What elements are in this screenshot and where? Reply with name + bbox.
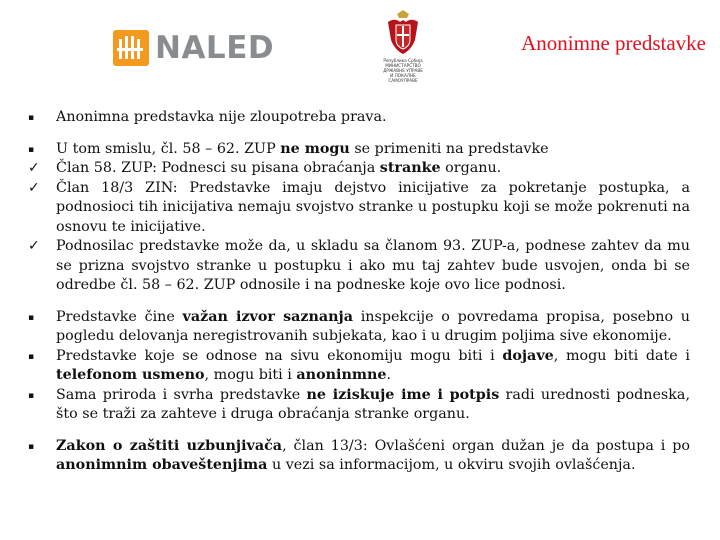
text-segment: U tom smislu, čl. 58 – 62. ZUP	[56, 140, 281, 157]
list-item	[28, 179, 690, 238]
text-segment: Sama priroda i svrha predstavke	[56, 386, 307, 403]
bold-text: ne mogu	[280, 140, 350, 157]
text-segment: radi urednosti podneska, što se traži za zahteve i druga obraćanja stranke organu.	[56, 386, 690, 422]
checkmark-bullet-icon: ✓	[28, 238, 40, 254]
list-item-text	[56, 141, 549, 157]
bold-text: Zakon o zaštiti uzbunjivača	[56, 437, 283, 454]
list-item-text	[56, 109, 387, 125]
text-segment: Predstavke čine	[56, 308, 183, 325]
list-item-text	[56, 238, 690, 293]
naled-logo	[113, 30, 274, 66]
list-item	[28, 437, 690, 476]
text-segment: Podnosilac predstavke može da, u skladu sa članom 93. ZUP-a, podnese zahtev da mu se prizna svojstvo stranke u postupku i ako mu taj zahtev bude usvojen, onda bi se odredbe čl. 58 – 62. ZUP odnosile i na podneske koje ovo lice podnosi.	[56, 238, 690, 293]
list-item-text	[56, 180, 690, 235]
text-segment: .	[386, 367, 392, 383]
naled-logo-icon	[113, 30, 149, 66]
list-item	[28, 308, 690, 347]
square-bullet-icon: ▪	[28, 441, 35, 452]
checkmark-bullet-icon: ✓	[28, 179, 40, 196]
text-segment: , mogu biti date i	[553, 347, 690, 364]
text-segment: Predstavke koje se odnose na sivu ekonomiju mogu biti i	[56, 347, 503, 364]
text-segment: , član 13/3: Ovlašćeni organ dužan je da postupa i po	[282, 437, 691, 454]
list-item	[28, 140, 690, 160]
text-segment: se primeniti na predstavke	[349, 140, 549, 157]
list-item	[28, 237, 690, 296]
list-gap	[28, 425, 690, 437]
square-bullet-icon: ▪	[28, 351, 35, 362]
serbian-coat-of-arms-icon	[386, 10, 420, 56]
square-bullet-icon: ▪	[28, 390, 35, 401]
list-item-text	[56, 387, 690, 423]
bold-text: ne iziskuje ime i potpis	[306, 386, 500, 403]
bold-text: važan izvor saznanja	[182, 308, 353, 325]
naled-logo-text: NALED	[155, 30, 275, 66]
list-item-text	[56, 348, 690, 384]
list-item	[28, 159, 690, 179]
text-segment: Član 58. ZUP: Podnesci su pisana obraćanja	[56, 160, 380, 176]
bullet-list	[28, 108, 690, 476]
square-bullet-icon: ▪	[28, 113, 35, 123]
checkmark-bullet-icon: ✓	[28, 160, 40, 176]
ministry-logo	[378, 10, 428, 83]
bold-text: stranke	[379, 160, 441, 176]
list-gap	[28, 296, 690, 308]
bold-text: anonimnim obaveštenjima	[56, 457, 268, 473]
bold-text: anoninmne	[296, 367, 387, 383]
list-item-text	[56, 309, 690, 345]
square-bullet-icon: ▪	[28, 312, 35, 323]
ministry-caption: Република Србија МИНИСТАРСТВО ДРЖАВНЕ УПРАВЕ И ЛОКАЛНЕ САМОУПРАВЕ	[383, 58, 423, 83]
text-segment: organu.	[440, 160, 502, 176]
bold-text: dojave	[502, 347, 554, 364]
square-bullet-icon: ▪	[28, 144, 35, 155]
list-item	[28, 347, 690, 386]
slide-header	[0, 0, 720, 95]
list-item	[28, 108, 690, 128]
text-segment: , mogu biti i	[204, 367, 297, 383]
list-gap	[28, 128, 690, 140]
list-item-text	[56, 160, 501, 176]
text-segment: u vezi sa informacijom, u okviru svojih ovlašćenja.	[267, 457, 636, 473]
list-item	[28, 386, 690, 425]
text-segment: Član 18/3 ZIN: Predstavke imaju dejstvo inicijative za pokretanje postupka, a podnosioci tih inicijativa nemaju svojstvo stranke u postupku koji se može pokrenuti na osnovu te inicijative.	[56, 179, 690, 235]
text-segment: Anonimna predstavka nije zloupotreba prava.	[56, 109, 387, 125]
list-item-text	[56, 438, 690, 474]
bold-text: telefonom usmeno	[56, 367, 205, 383]
text-segment: inspekcije o povredama propisa, posebno u pogledu delovanja neregistrovanih subjekata, kao i u drugim poljima sive ekonomije.	[56, 308, 691, 344]
page-title: Anonimne predstavke	[521, 31, 706, 55]
